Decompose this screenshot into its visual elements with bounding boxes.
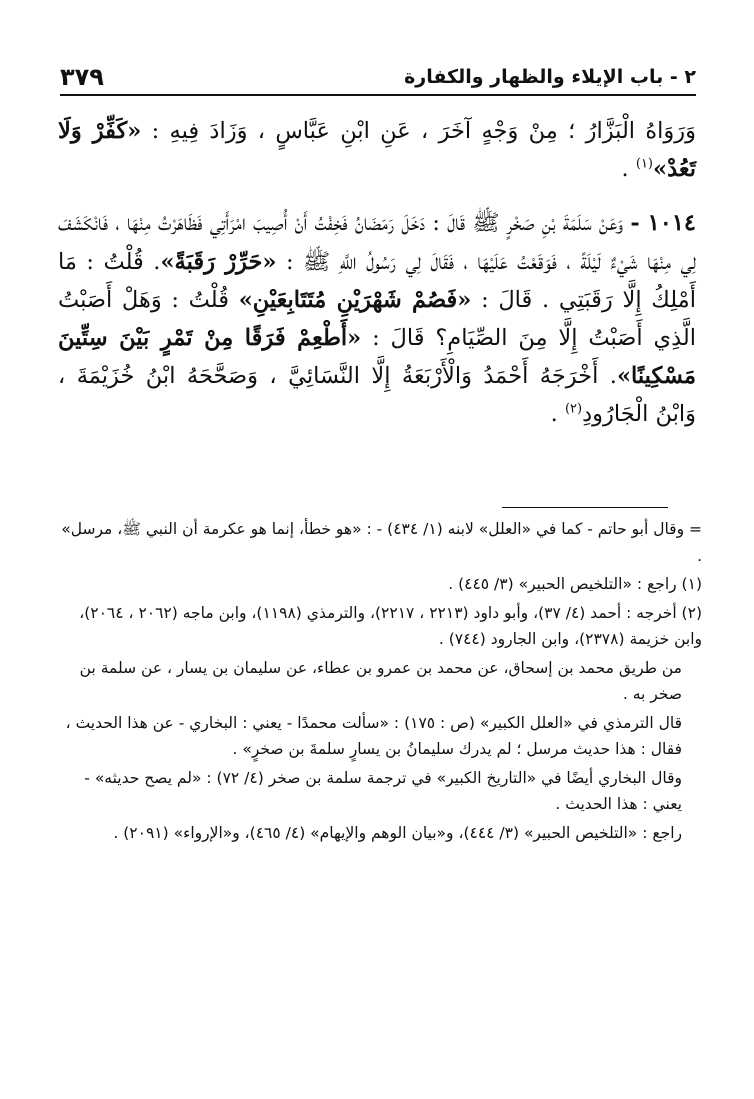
para2-part4: . أَخْرَجَهُ أَحْمَدُ وَالْأَرْبَعَةُ إِلَّا النَّسَائِيَّ ، وَصَحَّحَهُ ابْنُ خُزَيْمَةَ ، وَابْنُ الْجَارُودِ xyxy=(58,363,696,428)
para2-end: . xyxy=(550,401,565,428)
footnote-continuation: = وقال أبو حاتم - كما في «العلل» لابنه (١/ ٤٣٤) - : «هو خطأ، إنما هو عكرمة أن النبي ﷺ، مرسل» . xyxy=(61,520,702,565)
note-ref-1: (١) xyxy=(635,156,653,172)
para2-part3: قُلْتُ : وَهَلْ أَصَبْتُ الَّذِي أَصَبْتُ إِلَّا مِنَ الصِّيَامِ؟ قَالَ : xyxy=(58,286,697,352)
paragraph-1 xyxy=(58,112,696,188)
note-ref-2: (٢) xyxy=(564,401,583,417)
para2-quote2: «فَصُمْ شَهْرَيْنِ مُتَتَابِعَيْنِ» xyxy=(238,286,472,313)
para2-part1: وَعَنْ سَلَمَةَ بْنِ صَخْرٍ ﷺ قَالَ : دَخَلَ رَمَضَانُ فَخِفْتُ أَنْ أُصِيبَ امْرَأَتِي فَظَاهَرْتُ مِنْهَا ، فَانْكَشَفَ لِي مِنْهَا شَيْءٌ لَيْلَةً ، فَوَقَعْتُ عَلَيْهَا ، فَقَالَ لِي رَسُولُ اللَّهِ ﷺ : xyxy=(58,210,696,275)
footnote-2-line-5: راجع : «التلخيص الحبير» (٣/ ٤٤٤)، و«بيان الوهم والإيهام» (٤/ ٤٦٥)، و«الإرواء» (٢٠٩١) . xyxy=(113,823,682,842)
running-title: ٢ - باب الإيلاء والظهار والكفارة xyxy=(404,66,696,88)
para2-quote1: «حَرِّرْ رَقَبَةً» xyxy=(160,248,277,275)
page-number: ٣٧٩ xyxy=(60,63,104,91)
footnotes xyxy=(60,516,702,848)
para1-quote: «كَفِّرْ وَلَا تَعُدْ» xyxy=(58,118,696,183)
footnote-1: (١) راجع : «التلخيص الحبير» (٣/ ٤٤٥) . xyxy=(448,575,702,593)
paragraph-hadith-1014 xyxy=(58,204,696,433)
para1-end: . xyxy=(621,156,636,183)
footnote-2-line-2: من طريق محمد بن إسحاق، عن محمد بن عمرو بن عطاء، عن سليمان بن يسار ، عن سلمة بن صخر به . xyxy=(79,658,682,703)
footnote-2-line-3: قال الترمذي في «العلل الكبير» (ص : ١٧٥) : «سألت محمدًا - يعني : البخاري - عن هذا الحديث ، فقال : هذا حديث مرسل ؛ لم يدرك سليمانُ بن يسارٍ سلمةَ بن صخرٍ» . xyxy=(65,713,682,758)
footnote-rule xyxy=(502,507,668,508)
hadith-number: ١٠١٤ - xyxy=(630,210,697,237)
footnote-2-line-4: وقال البخاري أيضًا في «التاريخ الكبير» في ترجمة سلمة بن صخر (٤/ ٧٢) : «لم يصح حديثه» - يعني : هذا الحديث . xyxy=(84,768,682,813)
para2-quote3: «أَطْعِمْ فَرَقًا مِنْ تَمْرٍ بَيْنَ سِتِّينَ مَسْكِينًا» xyxy=(58,325,696,390)
page-header xyxy=(60,58,696,92)
para1-text: وَرَوَاهُ الْبَزَّارُ ؛ مِنْ وَجْهٍ آخَرَ ، عَنِ ابْنِ عَبَّاسٍ ، وَزَادَ فِيهِ : xyxy=(151,118,697,144)
para2-part2: . قُلْتُ : مَا أَمْلِكُ إِلَّا رَقَبَتِي . قَالَ : xyxy=(58,248,696,313)
footnote-2-line-1: (٢) أخرجه : أحمد (٤/ ٣٧)، وأبو داود (٢٢١٣ ، ٢٢١٧)، والترمذي (١١٩٨)، وابن ماجه (٢٠٦٢ ، ٢٠٦٤)، وابن خزيمة (٢٣٧٨)، وابن الجارود (٧٤٤) . xyxy=(79,603,702,648)
header-rule xyxy=(60,94,696,96)
main-text xyxy=(58,112,696,434)
